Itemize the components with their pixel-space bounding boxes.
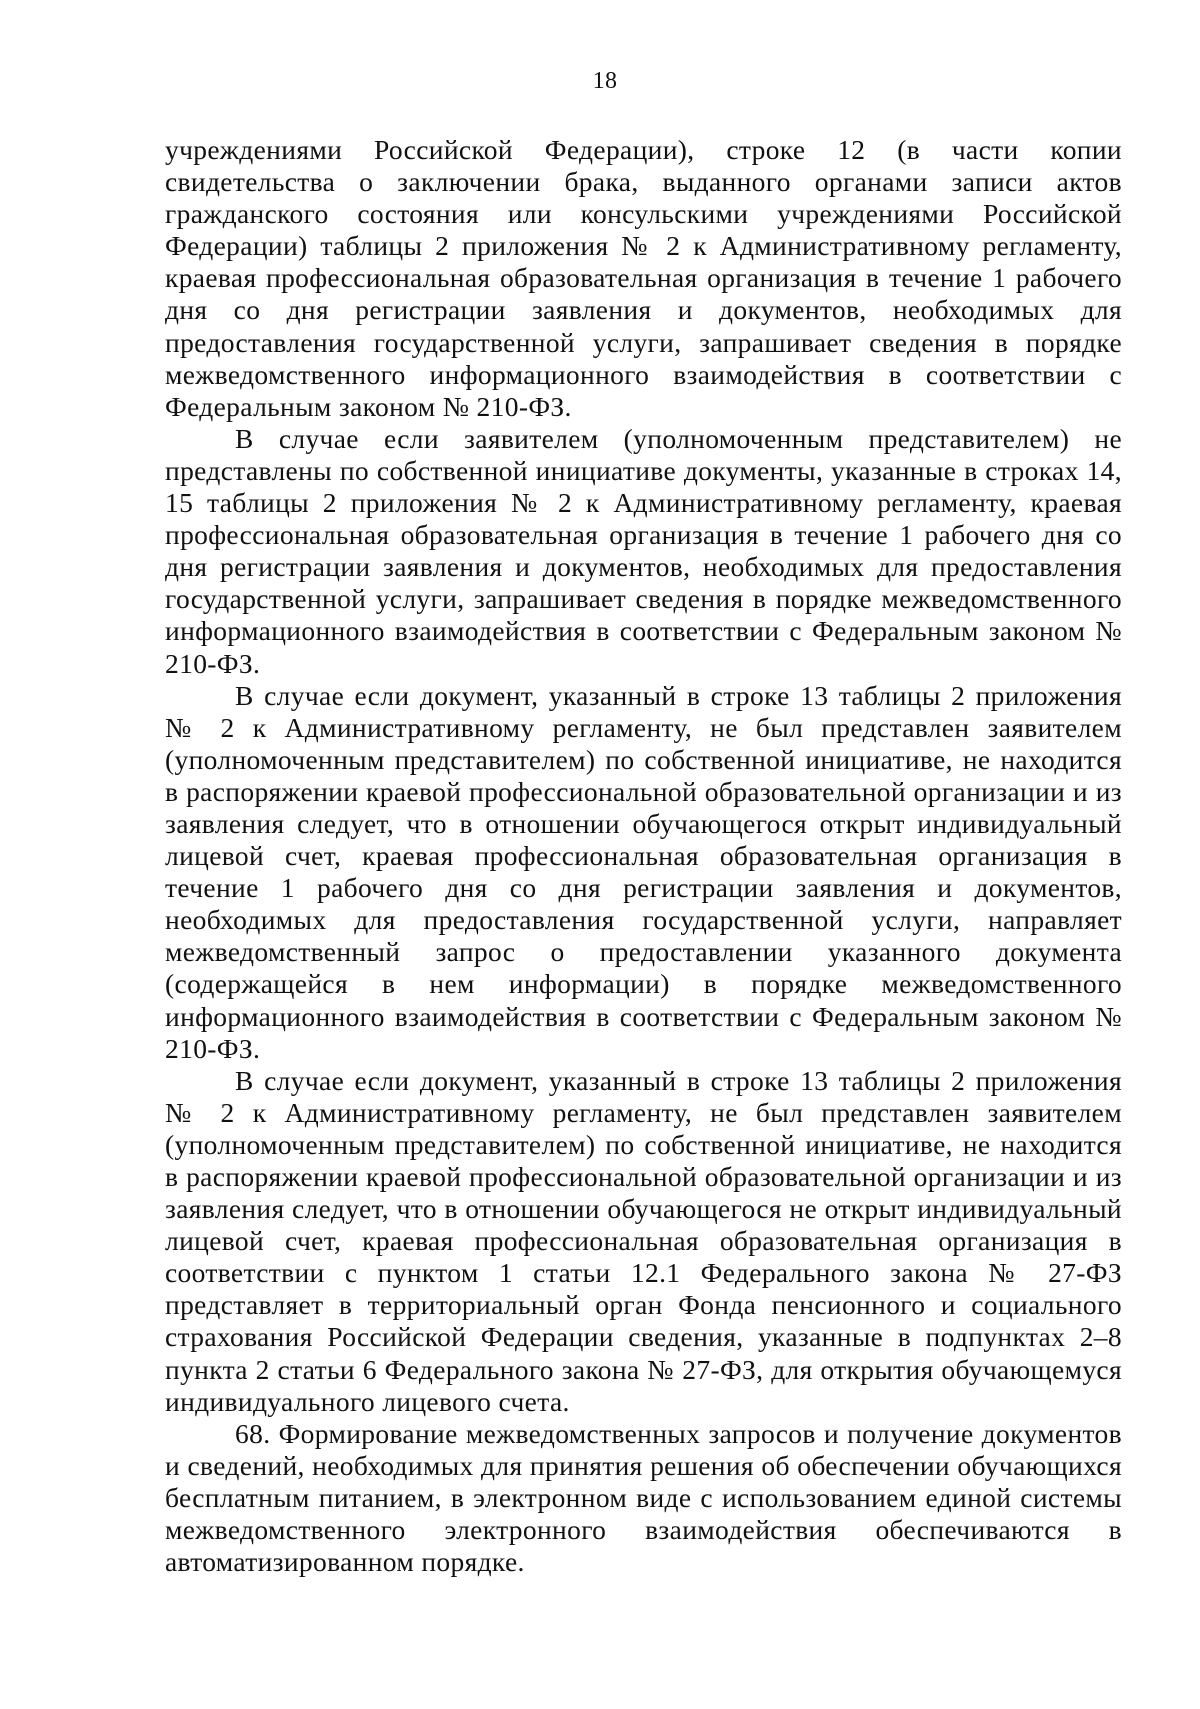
page-number: 18 — [592, 68, 618, 94]
paragraph-account-not-opened: В случае если документ, указанный в строке 13 таблицы 2 приложения № 2 к Административному регламенту, не был представлен заявителем (уполномоченным представителем) по собственной инициативе, не находится в распоряжении краевой профессиональной образовательной организации и из заявления следует, что в отношении обучающегося не открыт индивидуальный лицевой счет, краевая профессиональная образовательная организация в соответствии с пунктом 1 статьи 12.1 Федерального закона № 27-ФЗ представляет в территориальный орган Фонда пенсионного и социального страхования Российской Федерации сведения, указанные в подпунктах 2–8 пункта 2 статьи 6 Федерального закона № 27-ФЗ, для открытия обучающемуся индивидуального лицевого счета. — [165, 1064, 1122, 1417]
document-body — [165, 134, 1122, 1578]
paragraph-continuation: учреждениями Российской Федерации), строке 12 (в части копии свидетельства о заключении брака, выданного органами записи актов гражданского состояния или консульскими учреждениями Российской Федерации) таблицы 2 приложения № 2 к Административному регламенту, краевая профессиональная образовательная организация в течение 1 рабочего дня со дня регистрации заявления и документов, необходимых для предоставления государственной услуги, запрашивает сведения в порядке межведомственного информационного взаимодействия в соответствии с Федеральным законом № 210-ФЗ. — [165, 134, 1122, 422]
paragraph-item-68: 68. Формирование межведомственных запросов и получение документов и сведений, необходимых для принятия решения об обеспечении обучающихся бесплатным питанием, в электронном виде с использованием единой системы межведомственного электронного взаимодействия обеспечиваются в автоматизированном порядке. — [165, 1417, 1122, 1578]
paragraph-account-opened: В случае если документ, указанный в строке 13 таблицы 2 приложения № 2 к Административному регламенту, не был представлен заявителем (уполномоченным представителем) по собственной инициативе, не находится в распоряжении краевой профессиональной образовательной организации и из заявления следует, что в отношении обучающегося открыт индивидуальный лицевой счет, краевая профессиональная образовательная организация в течение 1 рабочего дня со дня регистрации заявления и документов, необходимых для предоставления государственной услуги, направляет межведомственный запрос о предоставлении указанного документа (содержащейся в нем информации) в порядке межведомственного информационного взаимодействия в соответствии с Федеральным законом № 210-ФЗ. — [165, 679, 1122, 1064]
paragraph-missing-documents: В случае если заявителем (уполномоченным представителем) не представлены по собственной инициативе документы, указанные в строках 14, 15 таблицы 2 приложения № 2 к Административному регламенту, краевая профессиональная образовательная организация в течение 1 рабочего дня со дня регистрации заявления и документов, необходимых для предоставления государственной услуги, запрашивает сведения в порядке межведомственного информационного взаимодействия в соответствии с Федеральным законом № 210-ФЗ. — [165, 422, 1122, 679]
